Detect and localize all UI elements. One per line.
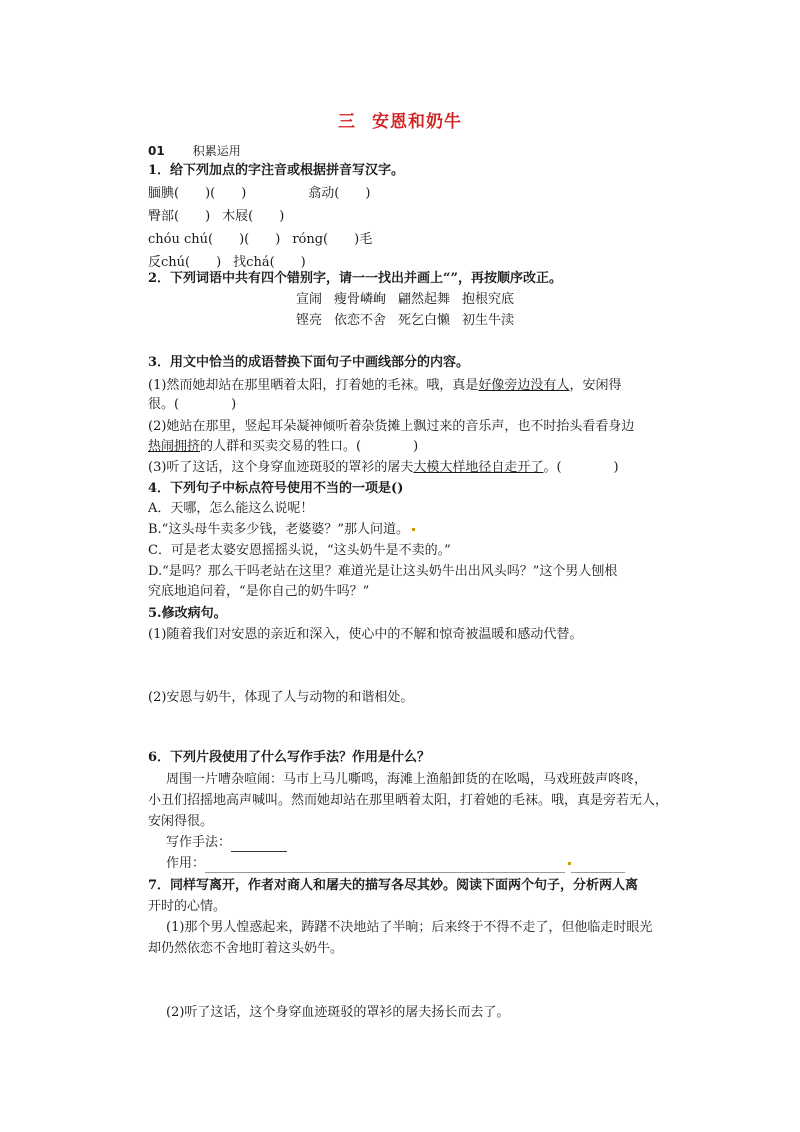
q6-effect-blank-2[interactable] [571,871,625,873]
q5-s1: (1)随着我们对安恩的亲近和深入，使心中的不解和惊奇被温暖和感动代替。 [148,627,583,642]
stray-dot [568,862,571,865]
q1-row2-b: 木屐( ) [222,209,285,224]
q3-s1-text: (1)然而她却站在那里晒着太阳，打着她的毛袜。哦，真是 [148,378,479,393]
q1-row1-a: 腼腆( )( ) [148,186,247,201]
q2-word: 铿亮 [296,313,323,328]
q6-passage-line2: 小丑们招摇地高声喊叫。然而她却站在那里晒着太阳，打着她的毛袜。哦，真是旁若无人， [148,793,669,808]
q2-word: 宣闹 [296,292,323,307]
q3-s1 [148,377,621,395]
q6-technique-blank[interactable] [231,850,287,852]
stray-dot [412,528,415,531]
q4-option-b-text: B.“这头母牛卖多少钱，老婆婆？”那人问道。 [148,522,409,537]
q1-row2 [148,208,284,226]
q3-s2-line1: (2)她站在那里，竖起耳朵凝神倾听着杂货摊上飘过来的音乐声，也不时抬头看看身边 [148,419,635,434]
q4-option-c: C．可是老太婆安恩摇摇头说，“这头奶牛是不卖的。” [148,543,451,558]
q7-stem-line2: 开时的心情。 [148,899,227,914]
q6-effect-blank[interactable] [205,871,565,873]
q4-stem: 4．下列句子中标点符号使用不当的一项是() [148,481,404,496]
q2-word: 翩然起舞 [398,292,451,307]
q3-s3-text: (3)听了这话，这个身穿血迹斑驳的罩衫的屠夫 [148,460,414,475]
q3-s1-tail: ，安闲得 [569,378,622,393]
q6-effect-row [166,855,625,873]
q2-word: 初生牛渎 [462,313,515,328]
q4-option-d-line1: D.“是吗？那么干吗老站在这里？难道光是让这头奶牛出出风头吗？”这个男人刨根 [148,564,618,579]
q3-s2-underlined: 热闹拥挤 [148,439,201,454]
q2-stem: 2．下列词语中共有四个错别字，请一一找出并画上“”，再按顺序改正。 [148,271,563,286]
q3-s2-line2 [148,438,418,456]
q3-s3-tail: 。( ) [543,460,619,475]
q1-row1 [148,185,370,203]
q5-s2: (2)安恩与奶牛，体现了人与动物的和谐相处。 [148,690,414,705]
page-title [0,107,800,132]
section-label: 积累运用 [192,144,241,158]
q3-s3 [148,459,619,477]
q3-s1-cont: 很。( ) [148,397,237,412]
q7-s1-line1: (1)那个男人惶惑起来，踌躇不决地站了半晌；后来终于不得不走了，但他临走时眼光 [166,920,653,935]
q5-stem: 5.修改病句。 [148,606,227,621]
q7-s1-line2: 却仍然依恋不舍地盯着这头奶牛。 [148,941,344,956]
q1-row4-b: 找chá( ) [233,255,306,270]
q3-s1-underlined: 好像旁边没有人 [478,378,570,393]
q6-stem: 6．下列片段使用了什么写作手法？作用是什么？ [148,750,431,765]
q1-row3 [148,231,372,249]
lesson-number: 三 [338,112,356,132]
q7-s2: (2)听了这话，这个身穿血迹斑驳的罩衫的屠夫扬长而去了。 [166,1005,510,1020]
q2-word: 瘦骨嶙峋 [334,292,387,307]
lesson-title: 安恩和奶牛 [372,112,462,132]
q1-row4-a: 反chú( ) [148,255,222,270]
q7-stem-line1: 7．同样写离开，作者对商人和屠夫的描写各尽其妙。阅读下面两个句子，分析两人离 [148,878,639,893]
section-header [148,142,241,159]
q4-option-b [148,521,415,539]
q1-stem: 1．给下列加点的字注音或根据拼音写汉字。 [148,163,405,178]
section-number: 01 [148,144,165,158]
q3-s3-underlined: 大模大样地径自走开了 [413,460,544,475]
q4-option-a: A．天哪，怎么能这么说呢！ [148,501,314,516]
q2-word: 抱根究底 [462,292,515,307]
q6-passage-line1: 周围一片嘈杂喧闹：马市上马儿嘶鸣，海滩上渔船卸货的在吆喝，马戏班鼓声咚咚， [166,772,648,787]
q3-s2-tail: 的人群和买卖交易的牲口。( ) [200,439,419,454]
q6-effect-label: 作用： [166,856,206,871]
q1-row3-a: chóu chú( )( ) [148,232,281,247]
q6-technique-label: 写作手法： [166,835,232,850]
q1-row2-a: 臀部( ) [148,209,211,224]
q1-row1-b: 翕动( ) [308,186,371,201]
q2-words-row1 [296,291,514,309]
q1-row3-b: róng( )毛 [292,232,373,247]
q3-stem: 3．用文中恰当的成语替换下面句子中画线部分的内容。 [148,355,470,370]
q4-option-d-line2: 究底地追问着，“是你自己的奶牛吗？” [148,584,370,599]
q6-passage-line3: 安闲得很。 [148,814,214,829]
q2-words-row2 [296,312,514,330]
q2-word: 依恋不舍 [334,313,387,328]
q2-word: 死乞白懒 [398,313,451,328]
q6-technique-row [166,834,287,852]
